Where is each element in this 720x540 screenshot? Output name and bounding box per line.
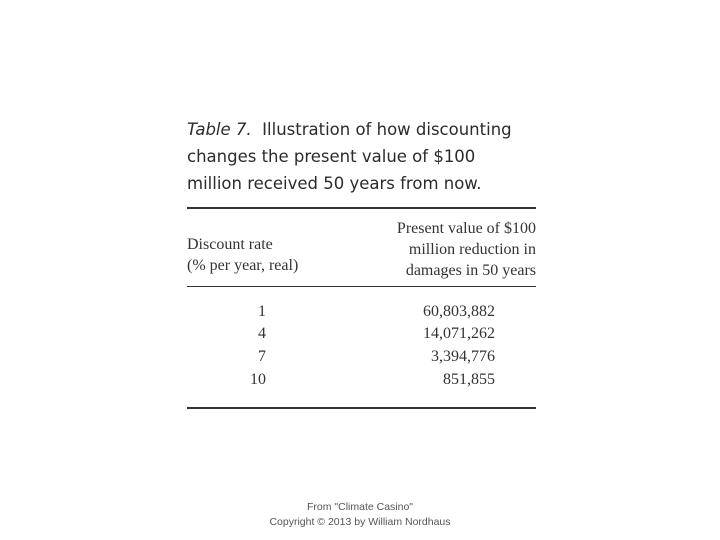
footer-copyright: Copyright © 2013 by William Nordhaus [269, 516, 451, 528]
table-caption [187, 116, 527, 197]
header-line: Present value of $100 [396, 220, 536, 237]
value-cell: 851,855 [443, 371, 495, 388]
footer-source: From "Climate Casino" [306, 501, 414, 513]
table-caption-text: Illustration of how discounting changes the present value of $100 million received 50 years from now. [187, 120, 512, 193]
value-cell: 14,071,262 [423, 325, 495, 342]
copyright-footer [0, 500, 720, 530]
table-caption-label: Table 7. [187, 120, 252, 139]
header-line: (% per year, real) [187, 257, 299, 274]
rate-cell: 4 [258, 325, 266, 342]
column-header-present-value [360, 218, 536, 281]
top-rule [187, 207, 536, 209]
header-rule [187, 286, 536, 287]
header-line: Discount rate [187, 236, 273, 253]
rate-cell: 10 [250, 371, 266, 388]
header-line: damages in 50 years [405, 262, 536, 279]
value-cell: 60,803,882 [423, 303, 495, 320]
value-cell: 3,394,776 [431, 348, 495, 365]
bottom-rule [187, 407, 536, 409]
column-header-discount-rate [187, 234, 298, 276]
rate-cell: 1 [258, 303, 266, 320]
rate-cell: 7 [258, 348, 266, 365]
header-line: million reduction in [408, 241, 536, 258]
